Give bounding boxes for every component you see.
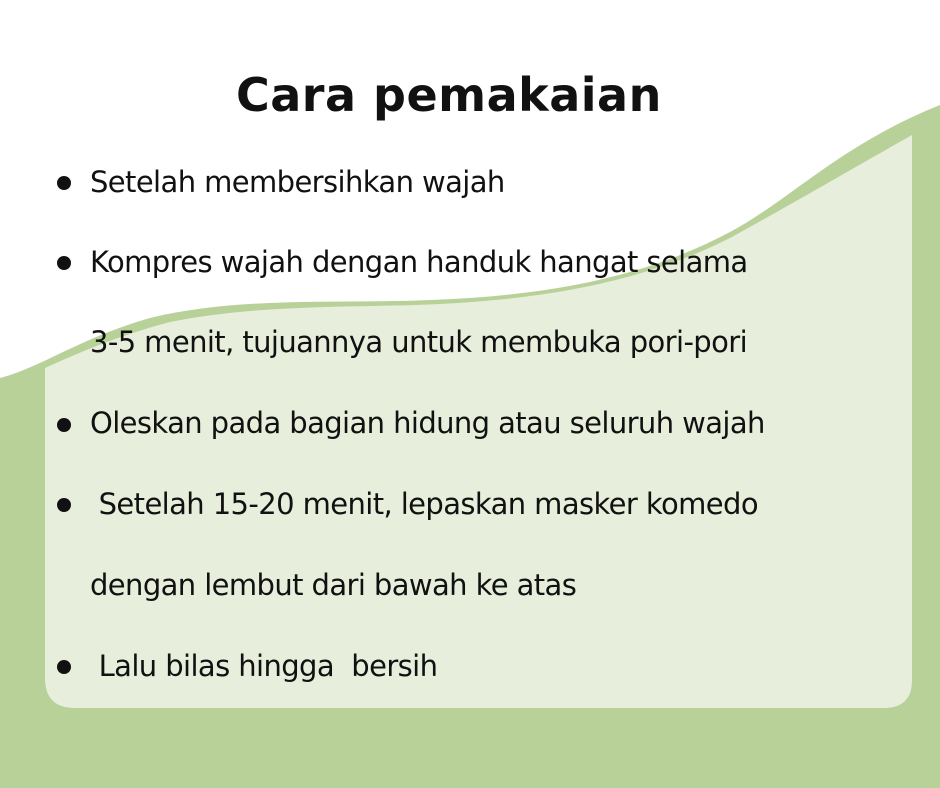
step-text: Setelah membersihkan wajah bbox=[90, 165, 505, 199]
step-text: 3-5 menit, tujuannya untuk membuka pori-pori bbox=[90, 325, 748, 359]
bullet-icon bbox=[57, 498, 71, 512]
step-text: dengan lembut dari bawah ke atas bbox=[90, 568, 577, 602]
step-text: Kompres wajah dengan handuk hangat selama bbox=[90, 245, 748, 279]
step-text: Oleskan pada bagian hidung atau seluruh wajah bbox=[90, 406, 765, 440]
bullet-icon bbox=[57, 418, 71, 432]
step-text: Lalu bilas hingga bersih bbox=[90, 649, 438, 683]
bullet-icon bbox=[57, 256, 71, 270]
bullet-icon bbox=[57, 176, 71, 190]
bullet-icon bbox=[57, 660, 71, 674]
step-text: Setelah 15-20 menit, lepaskan masker komedo bbox=[90, 487, 758, 521]
page-title: Cara pemakaian bbox=[236, 68, 662, 122]
